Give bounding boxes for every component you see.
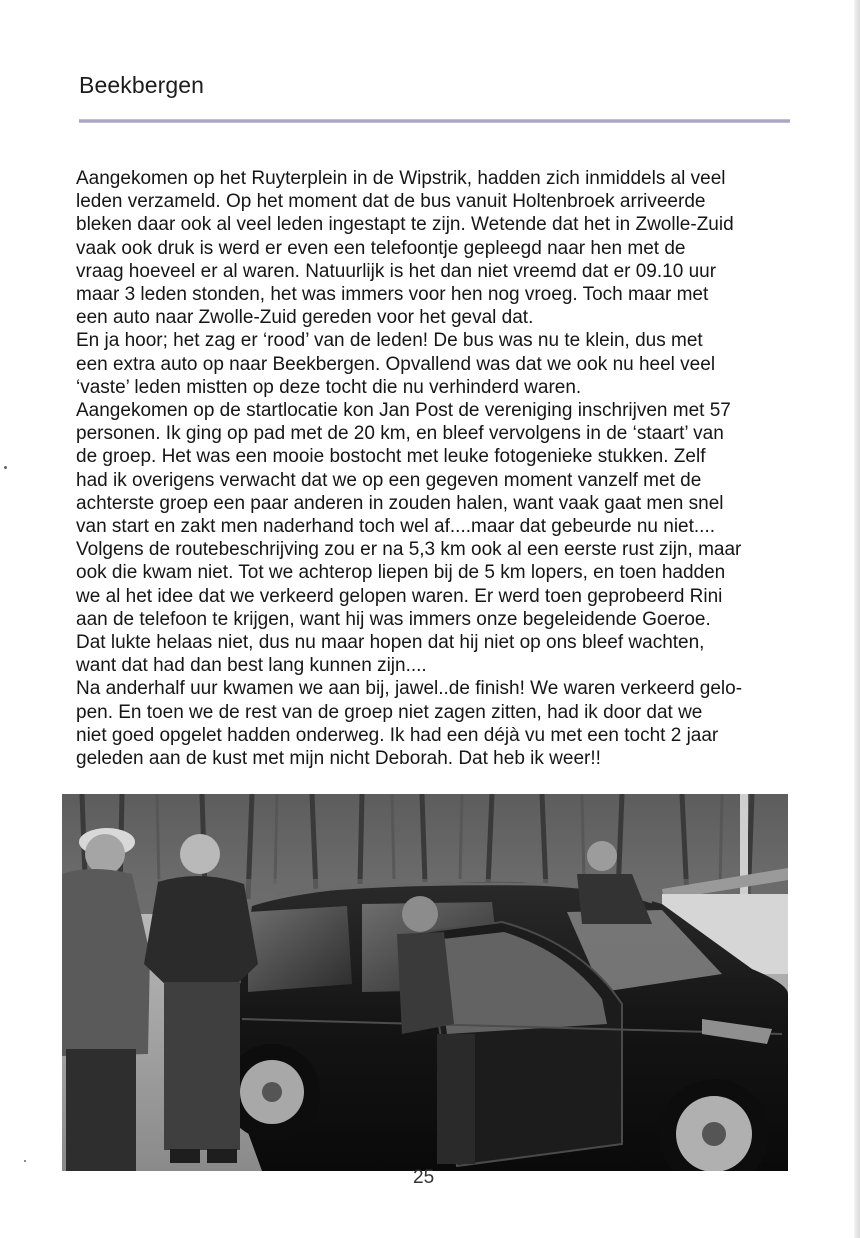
article-line: van start en zakt men naderhand toch wel af....maar dat gebeurde nu niet.... [76, 516, 715, 538]
article-line: bleken daar ook al veel leden ingestapt te zijn. Wetende dat het in Zwolle-Zuid [76, 214, 734, 236]
article-line: leden verzameld. Op het moment dat de bus vanuit Holtenbroek arriveerde [76, 191, 706, 213]
article-line: Dat lukte helaas niet, dus nu maar hopen dat hij niet op ons bleef wachten, [76, 632, 705, 654]
article-line: een extra auto op naar Beekbergen. Opvallend was dat we ook nu heel veel [76, 353, 716, 375]
article-line: Na anderhalf uur kwamen we aan bij, jawel..de finish! We waren verkeerd gelo- [76, 678, 743, 700]
article-line: Volgens de routebeschrijving zou er na 5,3 km ook al een eerste rust zijn, maar [76, 539, 742, 561]
article-line: ‘vaste’ leden mistten op deze tocht die nu verhinderd waren. [76, 376, 582, 398]
article-line: we al het idee dat we verkeerd gelopen waren. Er werd toen geprobeerd Rini [76, 585, 723, 607]
article-line: de groep. Het was een mooie bostocht met leuke fotogenieke stukken. Zelf [76, 446, 706, 468]
article-line: niet goed opgelet hadden onderweg. Ik had een déjà vu met een tocht 2 jaar [76, 724, 719, 746]
article-line: want dat had dan best lang kunnen zijn.... [76, 655, 427, 677]
article-line: En ja hoor; het zag er ‘rood’ van de leden! De bus was nu te klein, dus met [76, 330, 703, 352]
print-speck [24, 1160, 26, 1162]
article-body [76, 167, 792, 770]
article-line: ook die kwam niet. Tot we achterop liepen bij de 5 km lopers, en toen hadden [76, 562, 726, 584]
article-line: personen. Ik ging op pad met de 20 km, en bleef vervolgens in de ‘staart’ van [76, 423, 724, 445]
group-photo [62, 794, 788, 1171]
article-line: Aangekomen op het Ruyterplein in de Wipstrik, hadden zich inmiddels al veel [76, 168, 726, 189]
page-title: Beekbergen [79, 72, 205, 98]
article-line: vaak ook druk is werd er even een telefoontje gepleegd naar hen met de [76, 237, 686, 259]
page-edge [854, 0, 860, 1238]
article-line: een auto naar Zwolle-Zuid gereden voor het geval dat. [76, 307, 534, 329]
article-line: Aangekomen op de startlocatie kon Jan Post de vereniging inschrijven met 57 [76, 400, 731, 422]
header-divider [79, 119, 790, 123]
article-line: had ik overigens verwacht dat we op een gegeven moment vanzelf met de [76, 469, 702, 491]
print-speck [4, 466, 7, 469]
article-line: achterste groep een paar anderen in zouden halen, want vaak gaat men snel [76, 492, 724, 514]
article-line: aan de telefoon te krijgen, want hij was immers onze begeleidende Goeroe. [76, 608, 711, 630]
article-line: maar 3 leden stonden, het was immers voor hen nog vroeg. Toch maar met [76, 284, 709, 306]
article-line: geleden aan de kust met mijn nicht Deborah. Dat heb ik weer!! [76, 748, 601, 770]
page-number: 25 [413, 1167, 435, 1188]
article-line: pen. En toen we de rest van de groep niet zagen zitten, had ik door dat we [76, 701, 703, 723]
article-line: vraag hoeveel er al waren. Natuurlijk is het dan niet vreemd dat er 09.10 uur [76, 260, 717, 282]
